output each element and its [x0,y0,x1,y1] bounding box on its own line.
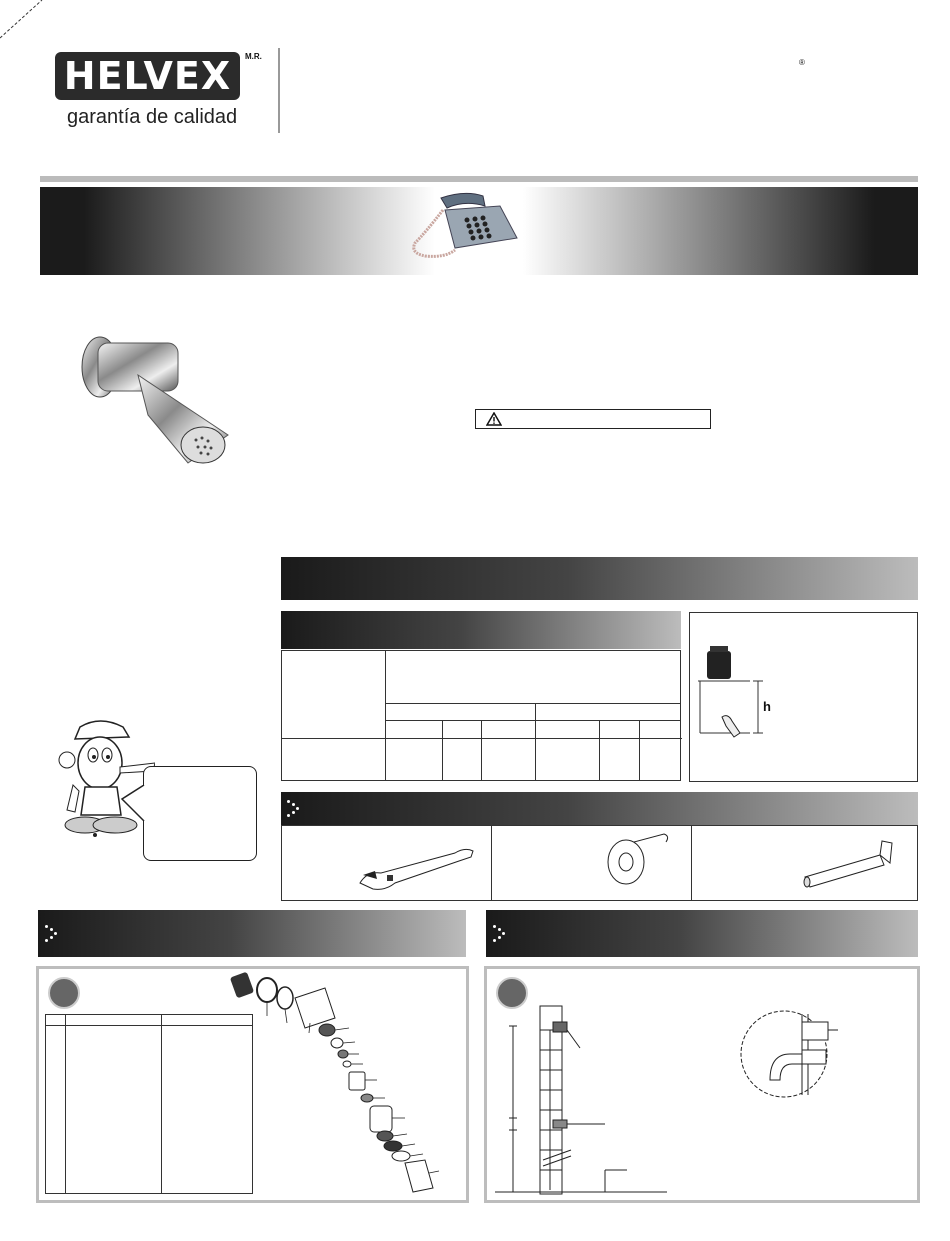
tools-section-header [281,792,918,825]
registered-mark: ® [799,58,805,67]
installation-section-header [486,910,918,957]
teflon-tape-icon [604,830,674,895]
allen-key-icon [800,835,910,895]
warning-box [475,409,711,429]
connection-detail-diagram [740,1010,850,1110]
adjustable-wrench-icon [355,843,480,898]
parts-list-table [45,1014,253,1194]
section-bullet-icon [493,925,507,941]
step-number-circle [48,977,80,1009]
header-divider [278,48,280,133]
warning-triangle-icon [486,412,502,426]
height-label: h [763,699,771,714]
parts-section-header [38,910,466,957]
speech-bubble-tail [120,785,146,830]
brand-name: HELVEX [63,54,232,98]
shower-head-product-image [78,335,233,470]
pressure-table-header [281,611,681,649]
trademark-mark: M.R. [245,52,262,61]
specs-section-header [281,557,918,600]
section-bullet-icon [45,925,59,941]
telephone-icon [405,188,520,268]
brand-tagline: garantía de calidad [67,106,238,128]
exploded-parts-diagram [225,968,455,1201]
height-diagram-box [689,612,918,782]
tank-height-diagram [690,613,919,783]
section-bullet-icon [287,800,301,816]
corner-cut-line [0,0,45,45]
wall-installation-diagram [495,1000,675,1200]
top-rule [40,176,918,182]
speech-bubble [143,766,257,861]
pressure-table [281,650,681,781]
